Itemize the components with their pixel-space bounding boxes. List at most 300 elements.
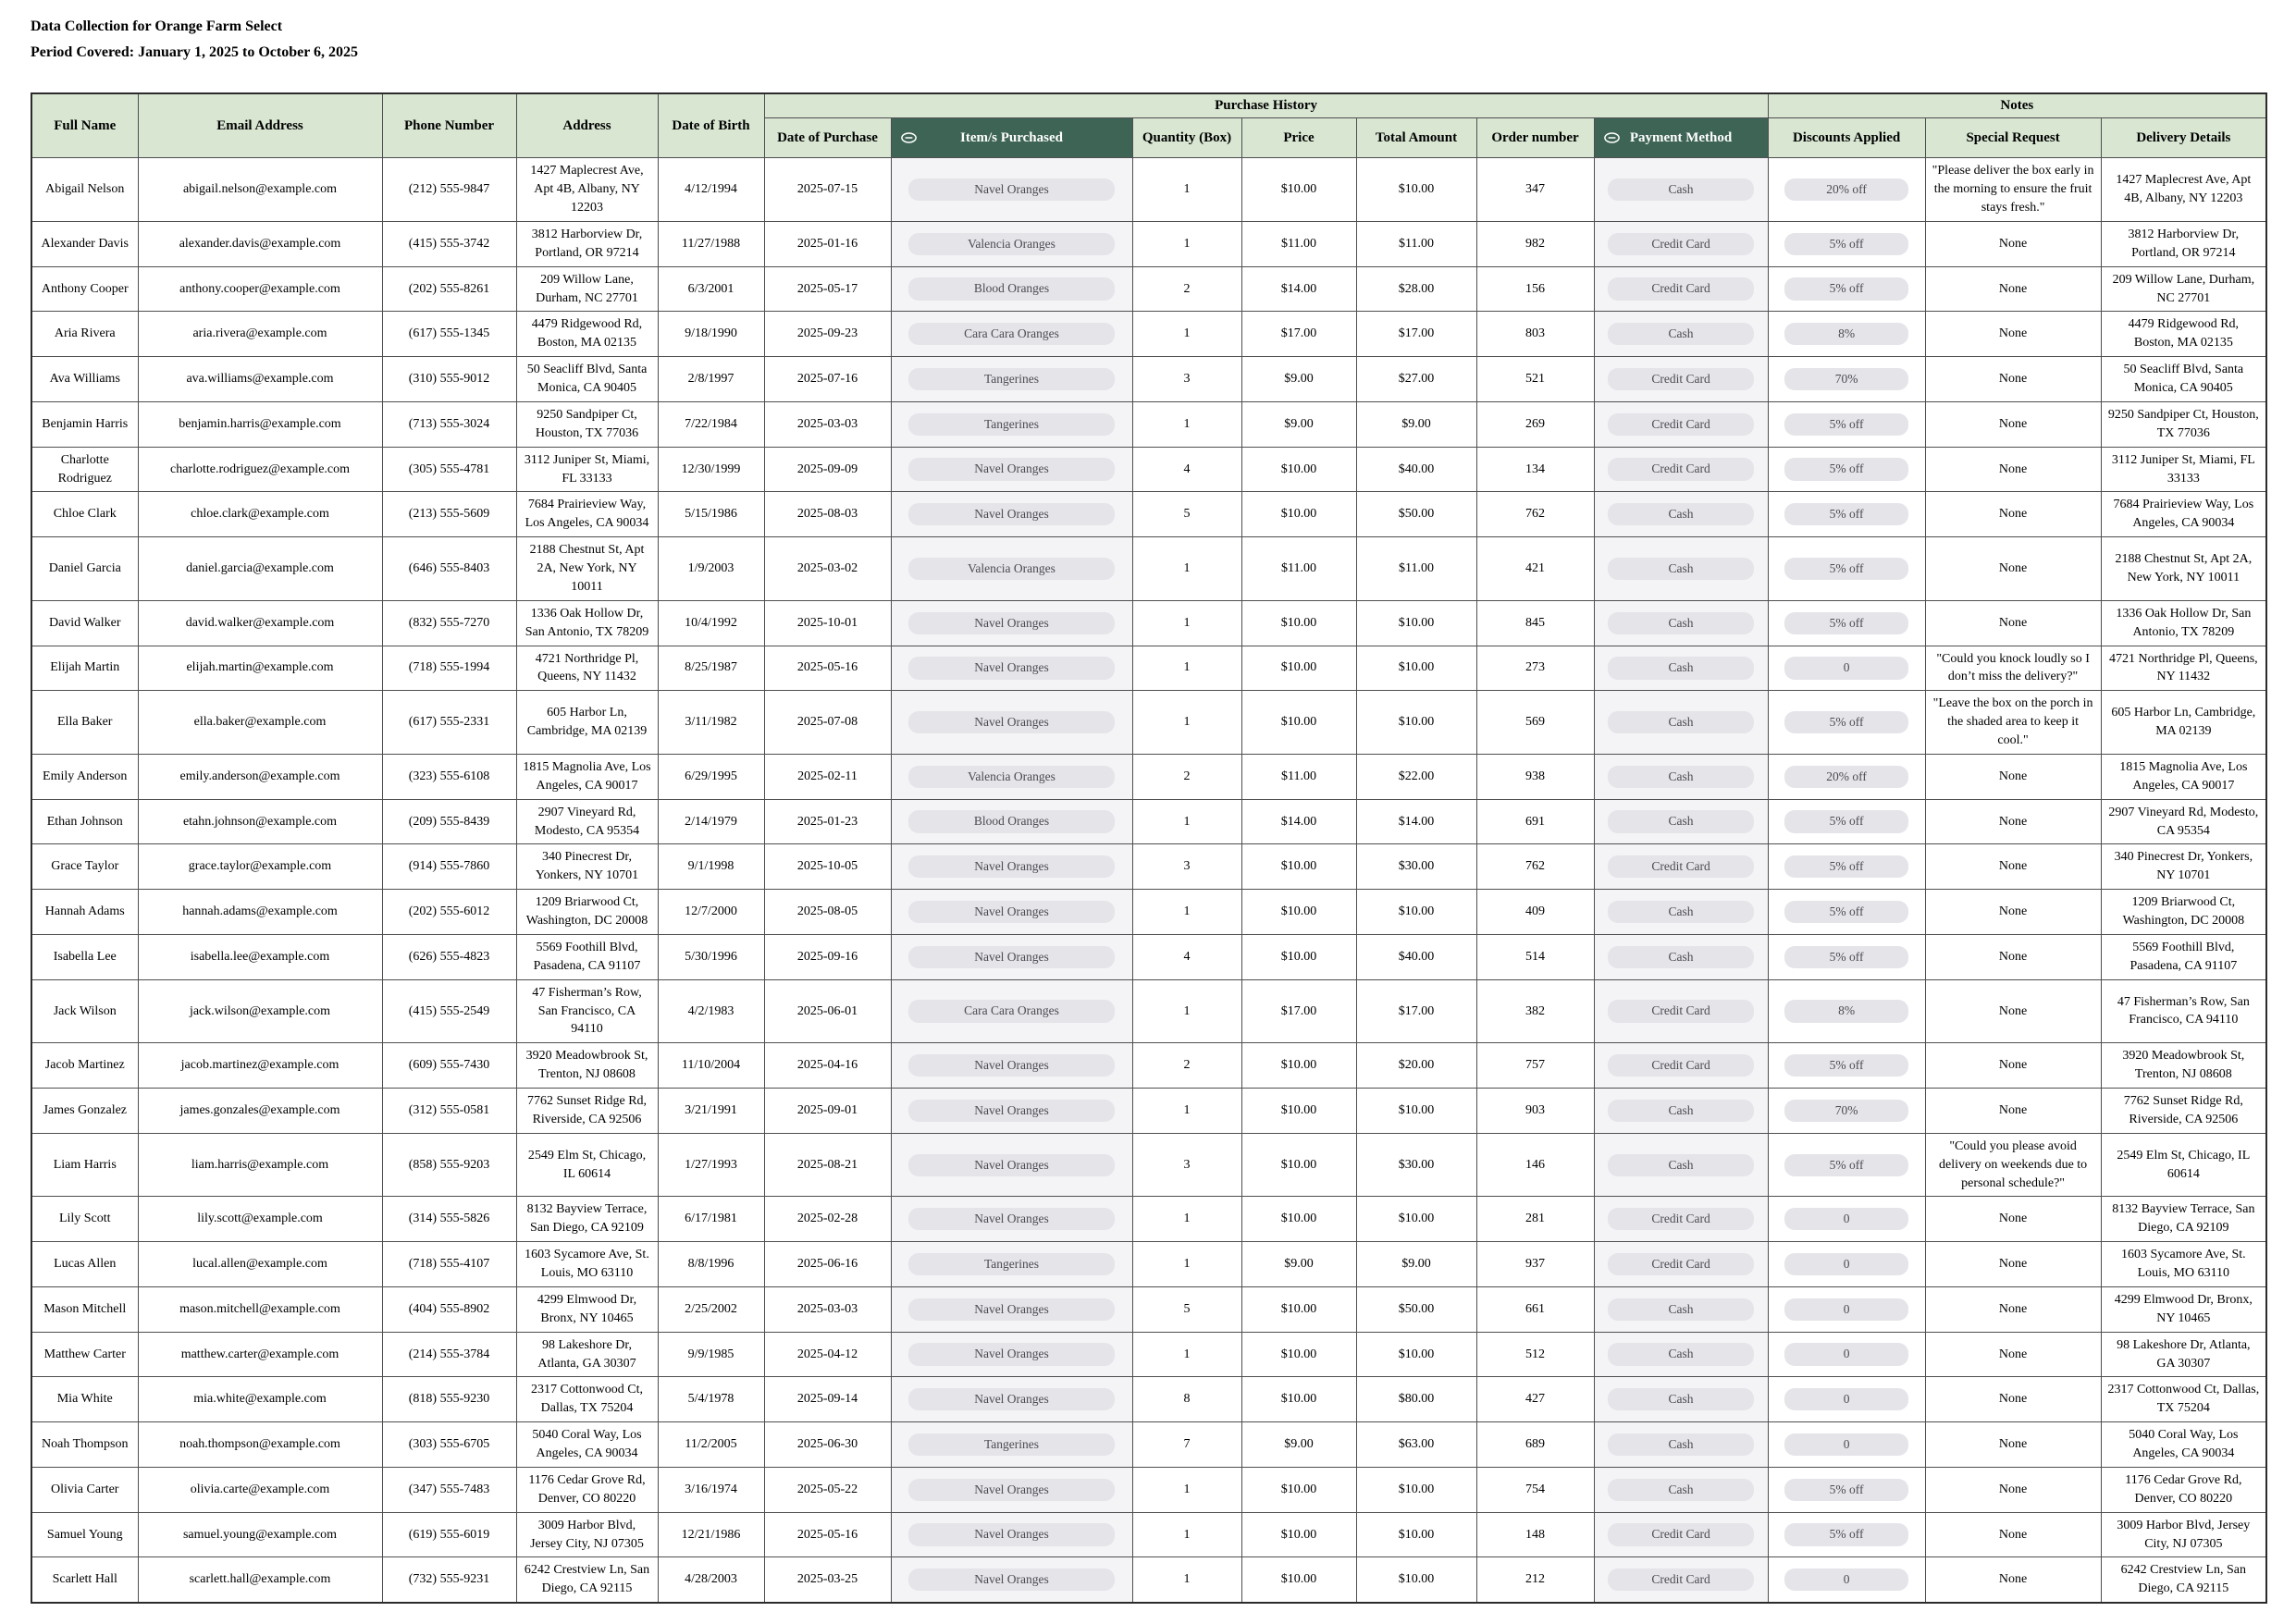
cell-total-amount: $20.00 xyxy=(1356,1043,1476,1089)
cell-special-request: "Please deliver the box early in the morning to ensure the fruit stays fresh." xyxy=(1925,158,2101,222)
cell-quantity: 2 xyxy=(1132,754,1241,799)
col-header-item-purchased xyxy=(891,118,1132,158)
cell-address: 2188 Chestnut St, Apt 2A, New York, NY 10011 xyxy=(516,537,658,601)
cell-address: 5040 Coral Way, Los Angeles, CA 90034 xyxy=(516,1422,658,1468)
cell-quantity: 1 xyxy=(1132,158,1241,222)
table-row xyxy=(31,1089,2266,1134)
cell-dob: 9/18/1990 xyxy=(658,312,764,357)
cell-order-number: 845 xyxy=(1476,600,1594,646)
table-row xyxy=(31,1512,2266,1557)
cell-special-request: None xyxy=(1925,312,2101,357)
cell-item-purchased xyxy=(891,312,1132,357)
col-header-total-amount: Total Amount xyxy=(1356,118,1476,158)
cell-delivery-details: 47 Fisherman’s Row, San Francisco, CA 94110 xyxy=(2101,979,2266,1043)
cell-full-name: Jack Wilson xyxy=(31,979,138,1043)
cell-delivery-details: 1427 Maplecrest Ave, Apt 4B, Albany, NY 12203 xyxy=(2101,158,2266,222)
cell-payment-method xyxy=(1594,492,1768,537)
cell-purchase-date: 2025-03-03 xyxy=(764,401,891,447)
item-pill: Navel Oranges xyxy=(908,1208,1115,1230)
cell-delivery-details: 1336 Oak Hollow Dr, San Antonio, TX 78209 xyxy=(2101,600,2266,646)
discount-pill: 0 xyxy=(1784,1343,1907,1365)
cell-discount xyxy=(1768,844,1925,890)
cell-address: 9250 Sandpiper Ct, Houston, TX 77036 xyxy=(516,401,658,447)
discount-pill: 5% off xyxy=(1784,277,1907,300)
cell-discount xyxy=(1768,646,1925,691)
cell-order-number: 689 xyxy=(1476,1422,1594,1468)
cell-email: aria.rivera@example.com xyxy=(138,312,382,357)
cell-order-number: 938 xyxy=(1476,754,1594,799)
cell-order-number: 427 xyxy=(1476,1377,1594,1422)
cell-dob: 5/4/1978 xyxy=(658,1377,764,1422)
cell-total-amount: $30.00 xyxy=(1356,1133,1476,1197)
cell-price: $10.00 xyxy=(1241,447,1356,492)
cell-dob: 10/4/1992 xyxy=(658,600,764,646)
cell-discount xyxy=(1768,357,1925,402)
cell-item-purchased xyxy=(891,754,1132,799)
cell-special-request: None xyxy=(1925,492,2101,537)
payment-pill: Cash xyxy=(1608,178,1754,201)
cell-address: 209 Willow Lane, Durham, NC 27701 xyxy=(516,266,658,312)
cell-quantity: 4 xyxy=(1132,447,1241,492)
cell-discount xyxy=(1768,1377,1925,1422)
cell-special-request: None xyxy=(1925,979,2101,1043)
cell-email: isabella.lee@example.com xyxy=(138,934,382,979)
table-row xyxy=(31,1422,2266,1468)
cell-order-number: 803 xyxy=(1476,312,1594,357)
cell-address: 4721 Northridge Pl, Queens, NY 11432 xyxy=(516,646,658,691)
cell-discount xyxy=(1768,1332,1925,1377)
cell-special-request: None xyxy=(1925,357,2101,402)
cell-delivery-details: 2907 Vineyard Rd, Modesto, CA 95354 xyxy=(2101,799,2266,844)
cell-purchase-date: 2025-02-28 xyxy=(764,1197,891,1242)
cell-purchase-date: 2025-04-16 xyxy=(764,1043,891,1089)
cell-dob: 2/25/2002 xyxy=(658,1286,764,1332)
cell-purchase-date: 2025-05-22 xyxy=(764,1467,891,1512)
table-body xyxy=(31,158,2266,1603)
table-row xyxy=(31,492,2266,537)
cell-purchase-date: 2025-09-23 xyxy=(764,312,891,357)
cell-full-name: David Walker xyxy=(31,600,138,646)
cell-discount xyxy=(1768,1512,1925,1557)
table-row xyxy=(31,158,2266,222)
cell-price: $9.00 xyxy=(1241,1422,1356,1468)
item-pill: Navel Oranges xyxy=(908,1388,1115,1410)
payment-pill: Credit Card xyxy=(1608,458,1754,480)
table-row xyxy=(31,1377,2266,1422)
cell-quantity: 8 xyxy=(1132,1377,1241,1422)
cell-quantity: 2 xyxy=(1132,266,1241,312)
cell-email: chloe.clark@example.com xyxy=(138,492,382,537)
cell-dob: 3/16/1974 xyxy=(658,1467,764,1512)
cell-phone: (718) 555-4107 xyxy=(382,1242,516,1287)
cell-item-purchased xyxy=(891,979,1132,1043)
cell-quantity: 1 xyxy=(1132,979,1241,1043)
cell-purchase-date: 2025-02-11 xyxy=(764,754,891,799)
discount-pill: 5% off xyxy=(1784,612,1907,634)
cell-order-number: 762 xyxy=(1476,844,1594,890)
discount-pill: 8% xyxy=(1784,1000,1907,1022)
cell-full-name: Hannah Adams xyxy=(31,890,138,935)
cell-item-purchased xyxy=(891,401,1132,447)
cell-total-amount: $50.00 xyxy=(1356,1286,1476,1332)
cell-delivery-details: 2188 Chestnut St, Apt 2A, New York, NY 10011 xyxy=(2101,537,2266,601)
table-row xyxy=(31,537,2266,601)
cell-special-request: None xyxy=(1925,1043,2101,1089)
table-row xyxy=(31,979,2266,1043)
cell-delivery-details: 1209 Briarwood Ct, Washington, DC 20008 xyxy=(2101,890,2266,935)
group-header-notes: Notes xyxy=(1768,93,2266,118)
cell-total-amount: $10.00 xyxy=(1356,646,1476,691)
cell-order-number: 754 xyxy=(1476,1467,1594,1512)
item-pill: Navel Oranges xyxy=(908,178,1115,201)
cell-address: 4479 Ridgewood Rd, Boston, MA 02135 xyxy=(516,312,658,357)
cell-phone: (626) 555-4823 xyxy=(382,934,516,979)
cell-dob: 2/14/1979 xyxy=(658,799,764,844)
cell-full-name: Abigail Nelson xyxy=(31,158,138,222)
cell-dob: 11/2/2005 xyxy=(658,1422,764,1468)
payment-pill: Credit Card xyxy=(1608,233,1754,255)
cell-email: noah.thompson@example.com xyxy=(138,1422,382,1468)
cell-price: $10.00 xyxy=(1241,1043,1356,1089)
cell-item-purchased xyxy=(891,890,1132,935)
cell-email: matthew.carter@example.com xyxy=(138,1332,382,1377)
payment-pill: Cash xyxy=(1608,1298,1754,1321)
cell-discount xyxy=(1768,934,1925,979)
cell-total-amount: $10.00 xyxy=(1356,158,1476,222)
cell-email: liam.harris@example.com xyxy=(138,1133,382,1197)
cell-price: $10.00 xyxy=(1241,1089,1356,1134)
cell-item-purchased xyxy=(891,1512,1132,1557)
cell-delivery-details: 98 Lakeshore Dr, Atlanta, GA 30307 xyxy=(2101,1332,2266,1377)
cell-order-number: 521 xyxy=(1476,357,1594,402)
cell-purchase-date: 2025-05-16 xyxy=(764,1512,891,1557)
cell-address: 50 Seacliff Blvd, Santa Monica, CA 90405 xyxy=(516,357,658,402)
cell-full-name: Lily Scott xyxy=(31,1197,138,1242)
cell-item-purchased xyxy=(891,537,1132,601)
cell-phone: (404) 555-8902 xyxy=(382,1286,516,1332)
cell-special-request: None xyxy=(1925,1467,2101,1512)
cell-price: $14.00 xyxy=(1241,266,1356,312)
cell-dob: 6/17/1981 xyxy=(658,1197,764,1242)
discount-pill: 70% xyxy=(1784,368,1907,390)
cell-full-name: Noah Thompson xyxy=(31,1422,138,1468)
cell-email: scarlett.hall@example.com xyxy=(138,1557,382,1603)
cell-special-request: "Leave the box on the porch in the shaded area to keep it cool." xyxy=(1925,691,2101,755)
item-pill: Navel Oranges xyxy=(908,458,1115,480)
cell-special-request: None xyxy=(1925,890,2101,935)
cell-phone: (212) 555-9847 xyxy=(382,158,516,222)
col-header-payment-method xyxy=(1594,118,1768,158)
table-row xyxy=(31,1133,2266,1197)
cell-payment-method xyxy=(1594,158,1768,222)
cell-delivery-details: 4479 Ridgewood Rd, Boston, MA 02135 xyxy=(2101,312,2266,357)
cell-address: 47 Fisherman’s Row, San Francisco, CA 94110 xyxy=(516,979,658,1043)
cell-dob: 12/30/1999 xyxy=(658,447,764,492)
cell-total-amount: $17.00 xyxy=(1356,979,1476,1043)
cell-item-purchased xyxy=(891,691,1132,755)
cell-purchase-date: 2025-03-25 xyxy=(764,1557,891,1603)
discount-pill: 5% off xyxy=(1784,1479,1907,1501)
cell-full-name: Lucas Allen xyxy=(31,1242,138,1287)
cell-delivery-details: 4721 Northridge Pl, Queens, NY 11432 xyxy=(2101,646,2266,691)
payment-pill: Cash xyxy=(1608,946,1754,968)
cell-purchase-date: 2025-06-01 xyxy=(764,979,891,1043)
cell-purchase-date: 2025-05-16 xyxy=(764,646,891,691)
cell-payment-method xyxy=(1594,266,1768,312)
cell-email: grace.taylor@example.com xyxy=(138,844,382,890)
discount-pill: 5% off xyxy=(1784,1154,1907,1176)
cell-total-amount: $22.00 xyxy=(1356,754,1476,799)
cell-full-name: Daniel Garcia xyxy=(31,537,138,601)
cell-payment-method xyxy=(1594,447,1768,492)
cell-order-number: 273 xyxy=(1476,646,1594,691)
cell-total-amount: $10.00 xyxy=(1356,1197,1476,1242)
table-row xyxy=(31,221,2266,266)
cell-payment-method xyxy=(1594,537,1768,601)
col-header-purchase-date: Date of Purchase xyxy=(764,118,891,158)
cell-phone: (617) 555-2331 xyxy=(382,691,516,755)
cell-payment-method xyxy=(1594,1422,1768,1468)
cell-delivery-details: 3009 Harbor Blvd, Jersey City, NJ 07305 xyxy=(2101,1512,2266,1557)
cell-discount xyxy=(1768,1422,1925,1468)
cell-delivery-details: 7684 Prairieview Way, Los Angeles, CA 90034 xyxy=(2101,492,2266,537)
cell-address: 1427 Maplecrest Ave, Apt 4B, Albany, NY 12203 xyxy=(516,158,658,222)
cell-email: jack.wilson@example.com xyxy=(138,979,382,1043)
payment-pill: Cash xyxy=(1608,901,1754,923)
col-header-full-name: Full Name xyxy=(31,93,138,158)
cell-address: 2907 Vineyard Rd, Modesto, CA 95354 xyxy=(516,799,658,844)
cell-email: ella.baker@example.com xyxy=(138,691,382,755)
cell-quantity: 3 xyxy=(1132,844,1241,890)
cell-special-request: None xyxy=(1925,934,2101,979)
cell-special-request: None xyxy=(1925,1286,2101,1332)
cell-purchase-date: 2025-08-05 xyxy=(764,890,891,935)
cell-order-number: 762 xyxy=(1476,492,1594,537)
cell-total-amount: $10.00 xyxy=(1356,1512,1476,1557)
table-row xyxy=(31,844,2266,890)
cell-discount xyxy=(1768,1197,1925,1242)
cell-dob: 1/9/2003 xyxy=(658,537,764,601)
cell-price: $9.00 xyxy=(1241,401,1356,447)
cell-phone: (202) 555-8261 xyxy=(382,266,516,312)
cell-quantity: 4 xyxy=(1132,934,1241,979)
item-pill: Tangerines xyxy=(908,413,1115,436)
cell-item-purchased xyxy=(891,447,1132,492)
table-row xyxy=(31,799,2266,844)
cell-payment-method xyxy=(1594,1197,1768,1242)
payment-pill: Cash xyxy=(1608,558,1754,580)
cell-phone: (312) 555-0581 xyxy=(382,1089,516,1134)
cell-price: $10.00 xyxy=(1241,1512,1356,1557)
cell-item-purchased xyxy=(891,1557,1132,1603)
cell-total-amount: $17.00 xyxy=(1356,312,1476,357)
cell-special-request: None xyxy=(1925,221,2101,266)
cell-full-name: Mia White xyxy=(31,1377,138,1422)
cell-payment-method xyxy=(1594,754,1768,799)
cell-delivery-details: 1176 Cedar Grove Rd, Denver, CO 80220 xyxy=(2101,1467,2266,1512)
cell-full-name: Elijah Martin xyxy=(31,646,138,691)
cell-purchase-date: 2025-06-30 xyxy=(764,1422,891,1468)
payment-pill: Cash xyxy=(1608,1154,1754,1176)
cell-payment-method xyxy=(1594,600,1768,646)
cell-order-number: 347 xyxy=(1476,158,1594,222)
cell-email: lucal.allen@example.com xyxy=(138,1242,382,1287)
cell-item-purchased xyxy=(891,1242,1132,1287)
cell-total-amount: $10.00 xyxy=(1356,1557,1476,1603)
cell-phone: (617) 555-1345 xyxy=(382,312,516,357)
cell-item-purchased xyxy=(891,221,1132,266)
discount-pill: 0 xyxy=(1784,1433,1907,1456)
cell-full-name: Anthony Cooper xyxy=(31,266,138,312)
cell-email: charlotte.rodriguez@example.com xyxy=(138,447,382,492)
cell-total-amount: $50.00 xyxy=(1356,492,1476,537)
item-pill: Blood Oranges xyxy=(908,277,1115,300)
payment-pill: Cash xyxy=(1608,1388,1754,1410)
cell-order-number: 281 xyxy=(1476,1197,1594,1242)
cell-total-amount: $10.00 xyxy=(1356,890,1476,935)
cell-dob: 3/21/1991 xyxy=(658,1089,764,1134)
cell-dob: 12/21/1986 xyxy=(658,1512,764,1557)
item-pill: Navel Oranges xyxy=(908,503,1115,525)
discount-pill: 5% off xyxy=(1784,901,1907,923)
cell-dob: 9/9/1985 xyxy=(658,1332,764,1377)
cell-discount xyxy=(1768,600,1925,646)
cell-dob: 8/8/1996 xyxy=(658,1242,764,1287)
item-pill: Navel Oranges xyxy=(908,1569,1115,1591)
cell-phone: (323) 555-6108 xyxy=(382,754,516,799)
cell-phone: (619) 555-6019 xyxy=(382,1512,516,1557)
item-pill: Navel Oranges xyxy=(908,1100,1115,1122)
cell-price: $10.00 xyxy=(1241,1557,1356,1603)
cell-email: lily.scott@example.com xyxy=(138,1197,382,1242)
cell-phone: (832) 555-7270 xyxy=(382,600,516,646)
payment-pill: Credit Card xyxy=(1608,1000,1754,1022)
cell-full-name: Charlotte Rodriguez xyxy=(31,447,138,492)
payment-pill: Credit Card xyxy=(1608,277,1754,300)
cell-discount xyxy=(1768,447,1925,492)
cell-phone: (303) 555-6705 xyxy=(382,1422,516,1468)
cell-payment-method xyxy=(1594,221,1768,266)
cell-payment-method xyxy=(1594,1512,1768,1557)
cell-payment-method xyxy=(1594,312,1768,357)
cell-quantity: 3 xyxy=(1132,357,1241,402)
item-pill: Cara Cara Oranges xyxy=(908,323,1115,345)
cell-item-purchased xyxy=(891,1133,1132,1197)
cell-special-request: None xyxy=(1925,1197,2101,1242)
cell-address: 6242 Crestview Ln, San Diego, CA 92115 xyxy=(516,1557,658,1603)
cell-quantity: 1 xyxy=(1132,799,1241,844)
cell-order-number: 982 xyxy=(1476,221,1594,266)
cell-total-amount: $9.00 xyxy=(1356,401,1476,447)
cell-special-request: None xyxy=(1925,1332,2101,1377)
cell-address: 8132 Bayview Terrace, San Diego, CA 92109 xyxy=(516,1197,658,1242)
col-header-delivery-details: Delivery Details xyxy=(2101,118,2266,158)
cell-delivery-details: 2549 Elm St, Chicago, IL 60614 xyxy=(2101,1133,2266,1197)
discount-pill: 5% off xyxy=(1784,810,1907,832)
cell-order-number: 691 xyxy=(1476,799,1594,844)
cell-address: 3009 Harbor Blvd, Jersey City, NJ 07305 xyxy=(516,1512,658,1557)
cell-email: etahn.johnson@example.com xyxy=(138,799,382,844)
cell-purchase-date: 2025-08-21 xyxy=(764,1133,891,1197)
cell-delivery-details: 4299 Elmwood Dr, Bronx, NY 10465 xyxy=(2101,1286,2266,1332)
cell-special-request: None xyxy=(1925,754,2101,799)
discount-pill: 0 xyxy=(1784,1569,1907,1591)
payment-pill: Cash xyxy=(1608,657,1754,679)
col-header-special-request: Special Request xyxy=(1925,118,2101,158)
cell-dob: 11/27/1988 xyxy=(658,221,764,266)
cell-address: 1336 Oak Hollow Dr, San Antonio, TX 78209 xyxy=(516,600,658,646)
table-row xyxy=(31,1332,2266,1377)
cell-discount xyxy=(1768,1467,1925,1512)
cell-price: $10.00 xyxy=(1241,844,1356,890)
payment-pill: Cash xyxy=(1608,810,1754,832)
cell-price: $10.00 xyxy=(1241,934,1356,979)
cell-total-amount: $10.00 xyxy=(1356,691,1476,755)
cell-dob: 3/11/1982 xyxy=(658,691,764,755)
cell-discount xyxy=(1768,401,1925,447)
item-pill: Navel Oranges xyxy=(908,1343,1115,1365)
cell-payment-method xyxy=(1594,1242,1768,1287)
cell-special-request: None xyxy=(1925,447,2101,492)
col-header-quantity: Quantity (Box) xyxy=(1132,118,1241,158)
cell-total-amount: $27.00 xyxy=(1356,357,1476,402)
cell-phone: (646) 555-8403 xyxy=(382,537,516,601)
payment-pill: Cash xyxy=(1608,612,1754,634)
cell-item-purchased xyxy=(891,1467,1132,1512)
cell-order-number: 148 xyxy=(1476,1512,1594,1557)
item-pill: Navel Oranges xyxy=(908,1154,1115,1176)
col-header-dob: Date of Birth xyxy=(658,93,764,158)
cell-special-request: None xyxy=(1925,799,2101,844)
cell-delivery-details: 3112 Juniper St, Miami, FL 33133 xyxy=(2101,447,2266,492)
discount-pill: 20% off xyxy=(1784,178,1907,201)
cell-payment-method xyxy=(1594,1133,1768,1197)
cell-quantity: 1 xyxy=(1132,537,1241,601)
cell-purchase-date: 2025-10-01 xyxy=(764,600,891,646)
cell-special-request: None xyxy=(1925,401,2101,447)
cell-address: 605 Harbor Ln, Cambridge, MA 02139 xyxy=(516,691,658,755)
cell-delivery-details: 605 Harbor Ln, Cambridge, MA 02139 xyxy=(2101,691,2266,755)
col-header-payment-method-label: Payment Method xyxy=(1629,129,1733,145)
cell-quantity: 1 xyxy=(1132,1197,1241,1242)
cell-address: 340 Pinecrest Dr, Yonkers, NY 10701 xyxy=(516,844,658,890)
cell-full-name: Mason Mitchell xyxy=(31,1286,138,1332)
payment-pill: Cash xyxy=(1608,1479,1754,1501)
cell-email: elijah.martin@example.com xyxy=(138,646,382,691)
table-row xyxy=(31,447,2266,492)
cell-total-amount: $10.00 xyxy=(1356,1089,1476,1134)
table-row xyxy=(31,754,2266,799)
cell-total-amount: $80.00 xyxy=(1356,1377,1476,1422)
cell-item-purchased xyxy=(891,1332,1132,1377)
item-pill: Valencia Oranges xyxy=(908,233,1115,255)
table-row xyxy=(31,646,2266,691)
cell-purchase-date: 2025-09-01 xyxy=(764,1089,891,1134)
cell-payment-method xyxy=(1594,1467,1768,1512)
cell-email: jacob.martinez@example.com xyxy=(138,1043,382,1089)
payment-pill: Credit Card xyxy=(1608,413,1754,436)
payment-pill: Credit Card xyxy=(1608,1569,1754,1591)
cell-full-name: Chloe Clark xyxy=(31,492,138,537)
cell-delivery-details: 8132 Bayview Terrace, San Diego, CA 92109 xyxy=(2101,1197,2266,1242)
cell-quantity: 1 xyxy=(1132,600,1241,646)
item-pill: Valencia Oranges xyxy=(908,558,1115,580)
cell-discount xyxy=(1768,221,1925,266)
cell-address: 1815 Magnolia Ave, Los Angeles, CA 90017 xyxy=(516,754,658,799)
discount-pill: 5% off xyxy=(1784,558,1907,580)
cell-email: ava.williams@example.com xyxy=(138,357,382,402)
cell-dob: 1/27/1993 xyxy=(658,1133,764,1197)
